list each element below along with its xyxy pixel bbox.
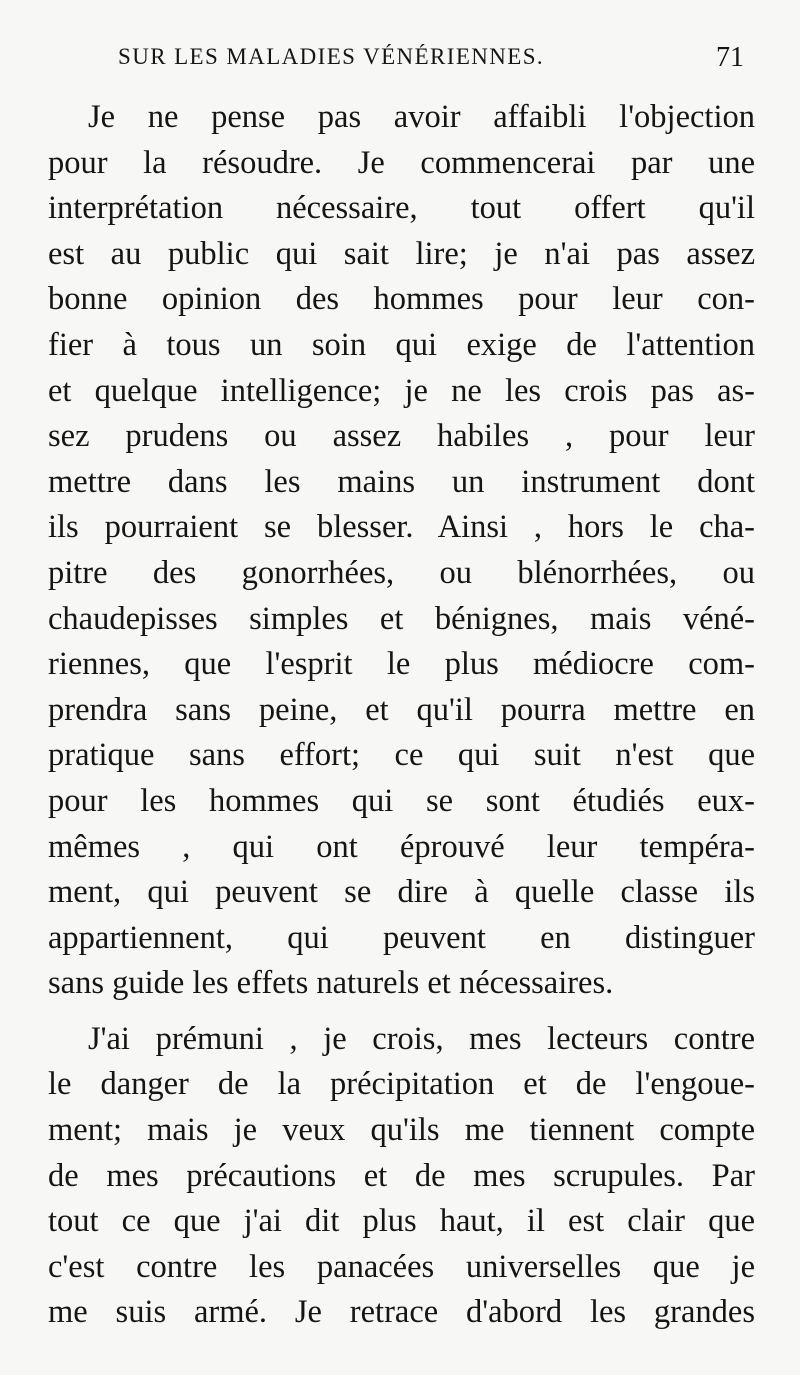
- text-line: interprétation nécessaire, tout offert qu'il: [48, 190, 755, 227]
- body-text: [48, 95, 755, 1336]
- page-number: 71: [716, 42, 744, 73]
- text-line: pour les hommes qui se sont étudiés eux-: [48, 782, 755, 819]
- text-line: pour la résoudre. Je commencerai par une: [48, 144, 755, 181]
- text-line: le danger de la précipitation et de l'engoue-: [48, 1066, 755, 1103]
- text-line: me suis armé. Je retrace d'abord les grandes: [48, 1294, 755, 1331]
- text-line: pitre des gonorrhées, ou blénorrhées, ou: [48, 554, 755, 591]
- text-line: tout ce que j'ai dit plus haut, il est clair que: [48, 1203, 755, 1240]
- paragraph-gap: [48, 1007, 755, 1017]
- text-line: pratique sans effort; ce qui suit n'est que: [48, 737, 755, 774]
- text-line: appartiennent, qui peuvent en distinguer: [48, 919, 755, 956]
- text-line: ment, qui peuvent se dire à quelle classe ils: [48, 874, 755, 911]
- text-line: chaudepisses simples et bénignes, mais véné-: [48, 600, 755, 637]
- text-line: de mes précautions et de mes scrupules. Par: [48, 1157, 755, 1194]
- text-line: sez prudens ou assez habiles , pour leur: [48, 418, 755, 455]
- text-line: bonne opinion des hommes pour leur con-: [48, 281, 755, 318]
- text-line: J'ai prémuni , je crois, mes lecteurs contre: [88, 1020, 755, 1057]
- text-line: riennes, que l'esprit le plus médiocre com-: [48, 646, 755, 683]
- text-line: sans guide les effets naturels et nécessaires.: [48, 965, 614, 1002]
- text-line: c'est contre les panacées universelles que je: [48, 1248, 755, 1285]
- text-line: et quelque intelligence; je ne les crois pas as-: [48, 372, 755, 409]
- text-line: ils pourraient se blesser. Ainsi , hors le cha-: [48, 509, 755, 546]
- text-line: ment; mais je veux qu'ils me tiennent compte: [48, 1112, 755, 1149]
- paragraph-1: [48, 95, 755, 1007]
- text-line: prendra sans peine, et qu'il pourra mettre en: [48, 691, 755, 728]
- text-line: fier à tous un soin qui exige de l'attention: [48, 326, 755, 363]
- text-line: est au public qui sait lire; je n'ai pas assez: [48, 235, 755, 272]
- running-header: SUR LES MALADIES VÉNÉRIENNES.: [118, 44, 545, 69]
- text-line: mêmes , qui ont éprouvé leur tempéra-: [48, 828, 755, 865]
- text-line: mettre dans les mains un instrument dont: [48, 463, 755, 500]
- paragraph-2: [48, 1017, 755, 1336]
- text-line: Je ne pense pas avoir affaibli l'objection: [88, 99, 755, 135]
